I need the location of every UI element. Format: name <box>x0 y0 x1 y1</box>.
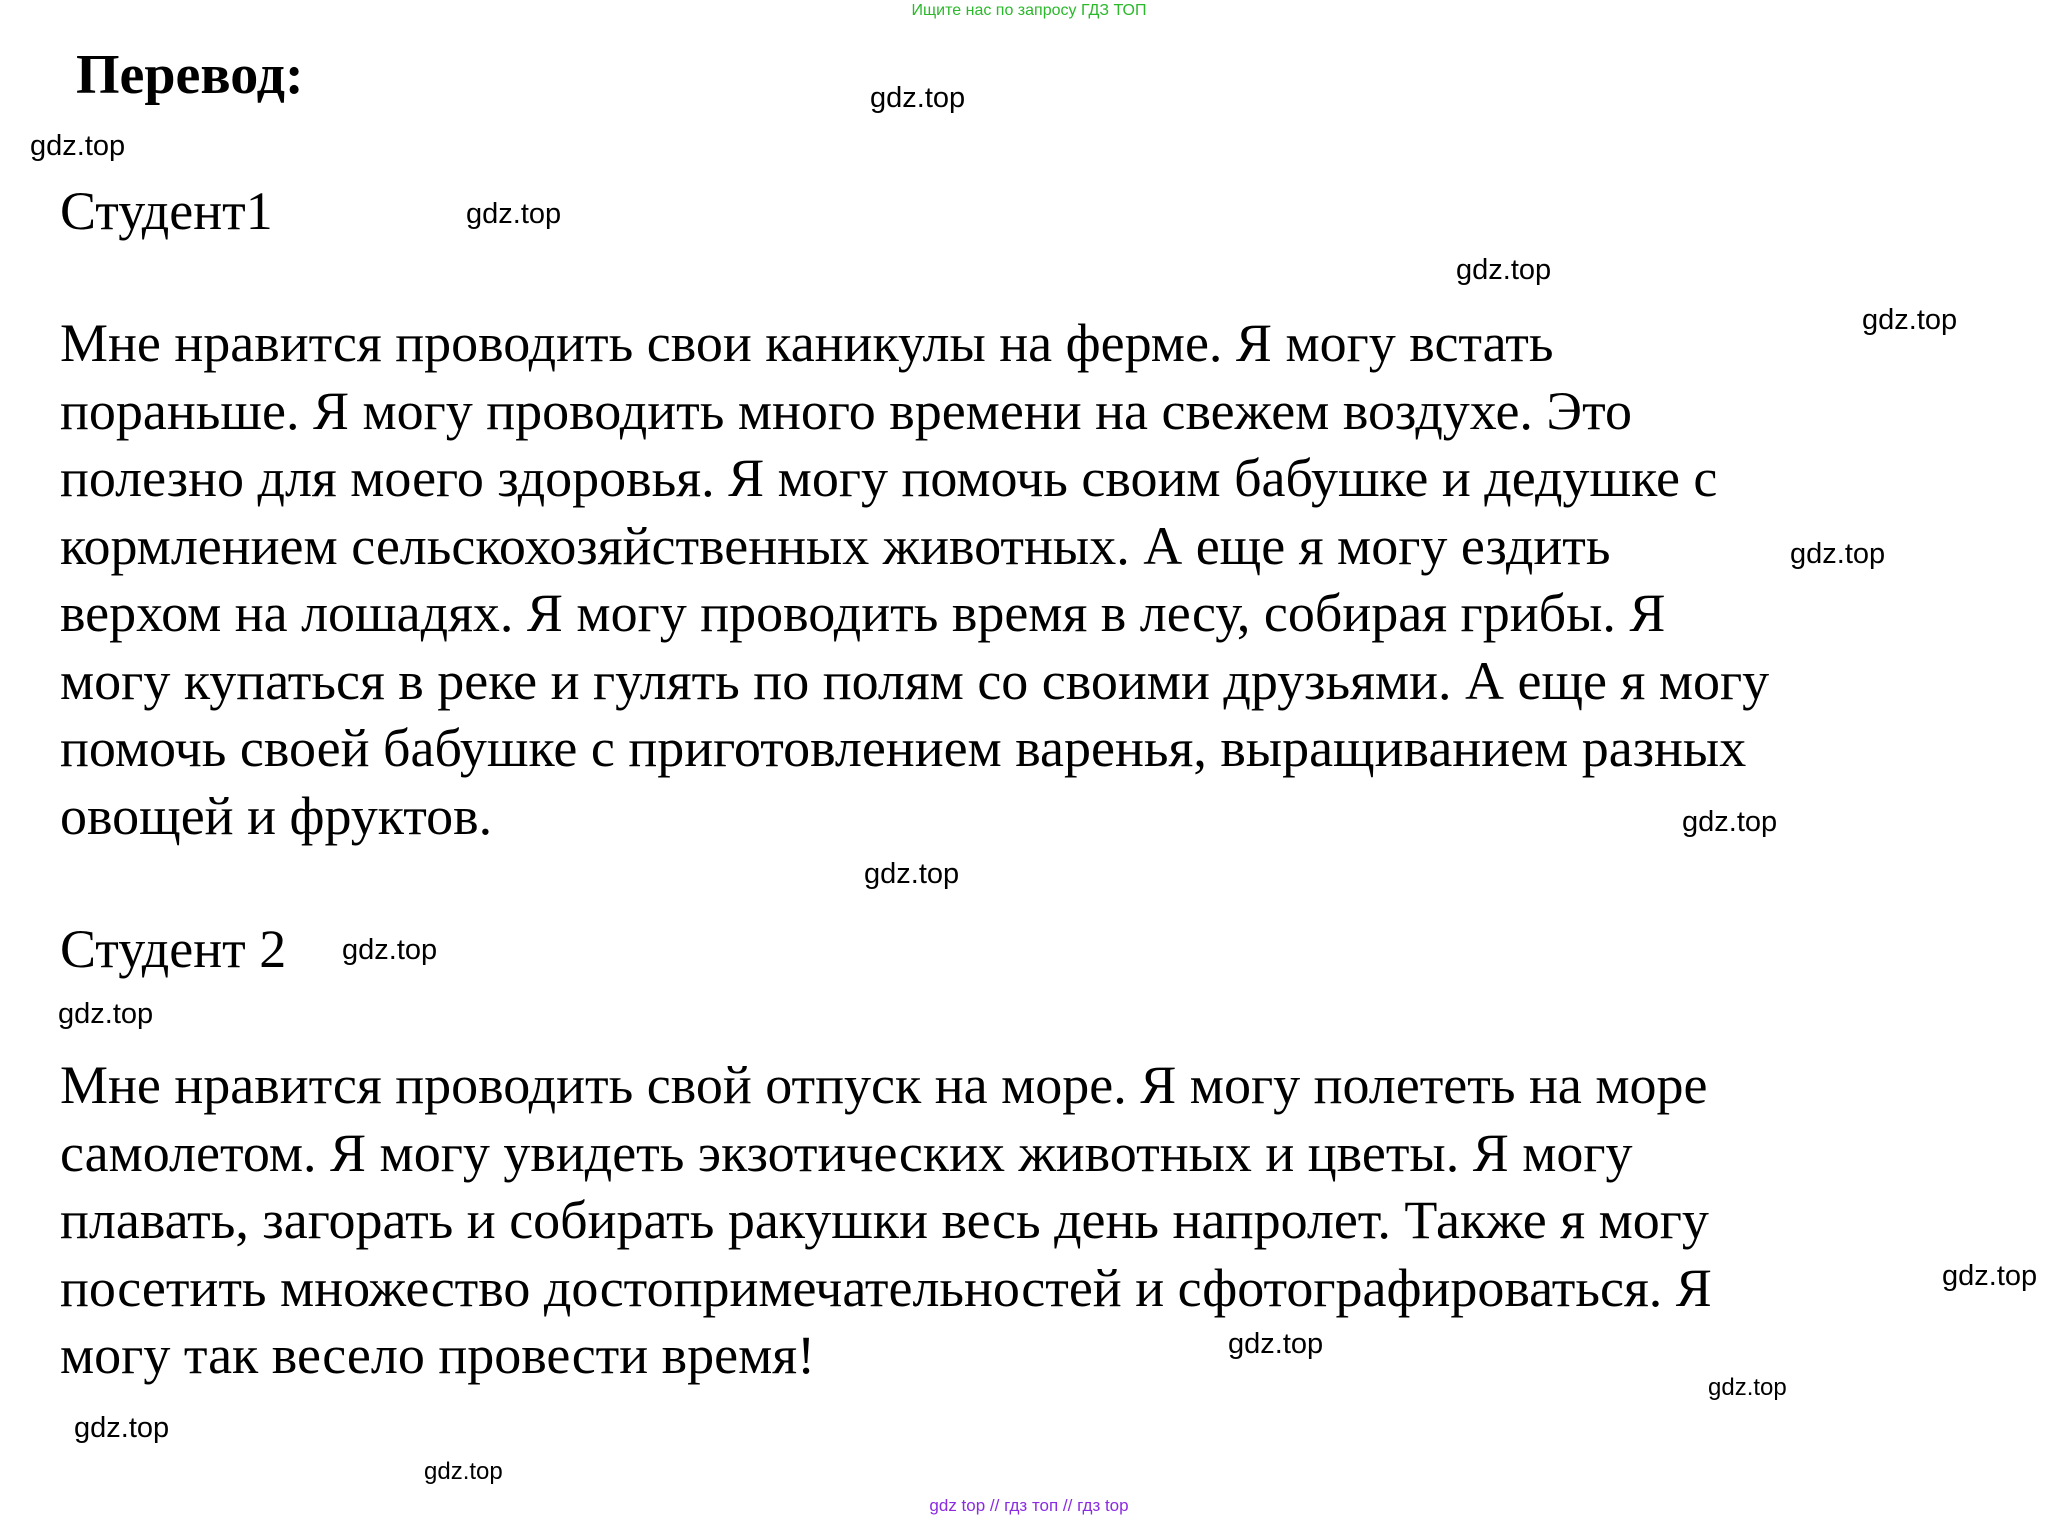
paragraph-line: Мне нравится проводить свой отпуск на море. Я могу полететь на море <box>60 1055 1708 1115</box>
watermark: gdz.top <box>30 130 126 162</box>
student2-label: Студент 2 <box>60 919 287 979</box>
paragraph-line: плавать, загорать и собирать ракушки весь день напролет. Также я могу <box>60 1190 1709 1250</box>
paragraph-line: полезно для моего здоровья. Я могу помочь своим бабушке и дедушке с <box>60 448 1718 508</box>
paragraph-line: посетить множество достопримечательностей и сфотографироваться. Я <box>60 1257 1712 1318</box>
watermark: gdz.top <box>870 82 966 114</box>
paragraph-line: верхом на лошадях. Я могу проводить время в лесу, собирая грибы. Я <box>60 583 1666 643</box>
student1-label: Студент1 <box>60 181 273 241</box>
watermark: gdz.top <box>864 858 960 890</box>
watermark: gdz.top <box>58 998 154 1030</box>
paragraph-line: самолетом. Я могу увидеть экзотических животных и цветы. Я могу <box>60 1122 1633 1183</box>
paragraph-line: пораньше. Я могу проводить много времени на свежем воздухе. Это <box>60 380 1632 441</box>
top-banner: Ищите нас по запросу ГДЗ ТОП <box>911 2 1147 19</box>
watermark: gdz.top <box>1790 538 1886 570</box>
paragraph-line: могу так весело провести время! <box>60 1325 816 1385</box>
paragraph-line: кормлением сельскохозяйственных животных. А еще я могу ездить <box>60 515 1611 576</box>
watermark: gdz.top <box>424 1458 503 1485</box>
watermark: gdz.top <box>1682 806 1778 838</box>
page-title: Перевод: <box>76 44 304 106</box>
paragraph-line: овощей и фруктов. <box>60 785 493 846</box>
watermark: gdz.top <box>1942 1260 2038 1292</box>
watermark: gdz.top <box>1862 304 1958 336</box>
watermark: gdz.top <box>466 198 562 230</box>
paragraph-line: помочь своей бабушке с приготовлением варенья, выращиванием разных <box>60 718 1747 778</box>
watermark: gdz.top <box>342 934 438 966</box>
student2-paragraph <box>60 1052 1980 1390</box>
footer-links: gdz top // гдз топ // гдз top <box>929 1496 1129 1515</box>
paragraph-line: могу купаться в реке и гулять по полям со своими друзьями. А еще я могу <box>60 650 1770 711</box>
watermark: gdz.top <box>74 1412 170 1444</box>
watermark: gdz.top <box>1708 1374 1787 1401</box>
student1-paragraph <box>60 310 1980 850</box>
paragraph-line: Мне нравится проводить свои каникулы на ферме. Я могу встать <box>60 313 1554 373</box>
watermark: gdz.top <box>1228 1328 1324 1360</box>
watermark: gdz.top <box>1456 254 1552 286</box>
